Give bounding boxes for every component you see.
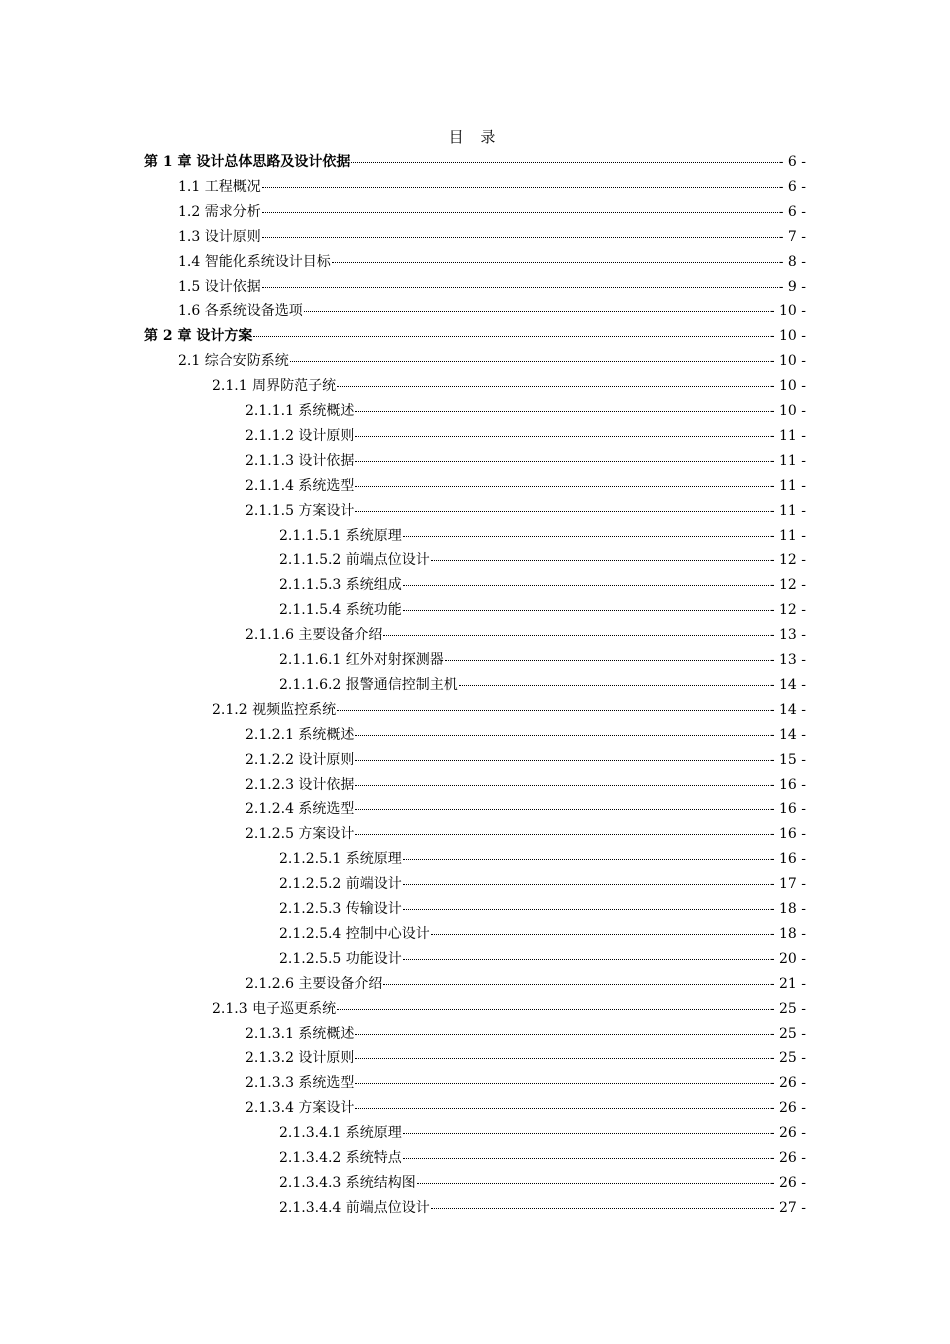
toc-entry[interactable] (212, 698, 806, 722)
toc-entry-page-number: - 10 - (769, 403, 806, 419)
toc-entry-page-number: - 18 - (769, 901, 806, 917)
toc-entry-label: 2.1.3.3 系统选型 (245, 1075, 355, 1092)
toc-entry[interactable] (178, 175, 806, 199)
toc-entry[interactable] (245, 748, 806, 772)
toc-entry-page-number: - 14 - (769, 726, 806, 743)
toc-entry[interactable] (245, 449, 806, 473)
toc-entry[interactable] (245, 424, 806, 448)
toc-entry-page-number: - 10 - (769, 378, 806, 395)
dot-leader (403, 1132, 769, 1134)
toc-entry-label: 2.1.1.5.4 系统功能 (279, 602, 402, 619)
toc-entry-page-number: - 25 - (769, 1000, 806, 1017)
dot-leader (459, 684, 769, 686)
toc-entry[interactable] (178, 250, 806, 274)
toc-entry-page-number: - 11 - (769, 527, 806, 544)
toc-entry[interactable] (279, 872, 806, 896)
toc-entry-label: 2.1.1.4 系统选型 (245, 477, 355, 494)
toc-entry-page-number: - 11 - (769, 452, 806, 469)
toc-entry-label: 2.1.1.2 设计原则 (245, 427, 355, 444)
dot-leader (337, 385, 769, 387)
toc-entry-page-number: - 11 - (769, 502, 806, 519)
toc-entry[interactable] (245, 797, 806, 821)
toc-entry-label: 2.1.2 视频监控系统 (212, 701, 337, 718)
dot-leader (332, 261, 778, 263)
dot-leader (355, 784, 768, 786)
toc-entry-page-number: - 26 - (769, 1174, 806, 1191)
toc-entry[interactable] (245, 723, 806, 747)
toc-entry-page-number: - 17 - (769, 876, 806, 893)
toc-entry-label: 第 1 章 设计总体思路及设计依据 (144, 154, 351, 170)
toc-entry[interactable] (279, 648, 806, 672)
dot-leader (351, 161, 777, 163)
toc-entry[interactable] (245, 972, 806, 996)
dot-leader (337, 1008, 769, 1010)
toc-entry-label: 2.1.3.1 系统概述 (245, 1025, 355, 1042)
toc-entry-page-number: - 25 - (769, 1025, 806, 1042)
toc-entry[interactable] (245, 1071, 806, 1095)
toc-entry-page-number: - 12 - (769, 552, 806, 569)
toc-entry[interactable] (245, 623, 806, 647)
toc-entry-page-number: - 13 - (769, 627, 806, 644)
toc-entry-page-number: - 25 - (769, 1050, 806, 1067)
toc-entry-label: 2.1.1.5.3 系统组成 (279, 577, 402, 594)
toc-entry[interactable] (245, 1046, 806, 1070)
dot-leader (431, 933, 769, 935)
toc-entry-page-number: - 11 - (769, 427, 806, 444)
toc-entry-page-number: - 18 - (769, 925, 806, 942)
dot-leader (355, 1057, 768, 1059)
toc-entry-label: 2.1.3.2 设计原则 (245, 1050, 355, 1067)
toc-entry-page-number: - 11 - (769, 477, 806, 494)
dot-leader (403, 535, 769, 537)
toc-entry[interactable] (245, 822, 806, 846)
toc-entry-page-number: - 21 - (769, 975, 806, 992)
toc-entry-page-number: - 14 - (769, 676, 806, 693)
toc-entry[interactable] (279, 524, 806, 548)
toc-entry[interactable] (144, 324, 806, 348)
toc-entry-page-number: - 15 - (769, 751, 806, 768)
toc-entry-label: 2.1.2.1 系统概述 (245, 726, 355, 743)
toc-entry[interactable] (212, 374, 806, 398)
toc-entry-label: 2.1.2.4 系统选型 (245, 801, 355, 818)
toc-entry[interactable] (178, 200, 806, 224)
toc-title: 目 录 (448, 128, 502, 146)
toc-entry-label: 2.1.2.5 方案设计 (245, 826, 355, 843)
toc-entry-label: 2.1.1.3 设计依据 (245, 452, 355, 469)
toc-entry-label: 2.1 综合安防系统 (178, 353, 289, 370)
dot-leader (355, 510, 768, 512)
toc-entry-label: 1.5 设计依据 (178, 278, 261, 295)
toc-entry[interactable] (279, 922, 806, 946)
toc-entry-page-number: - 20 - (769, 950, 806, 967)
toc-entry-label: 2.1.2.5.3 传输设计 (279, 901, 402, 917)
toc-entry[interactable] (279, 573, 806, 597)
dot-leader (355, 833, 768, 835)
dot-leader (304, 310, 769, 312)
toc-entry-label: 1.3 设计原则 (178, 228, 261, 245)
dot-leader (431, 1207, 769, 1209)
toc-entry[interactable] (245, 1022, 806, 1046)
toc-entry[interactable] (279, 1121, 806, 1145)
dot-leader (383, 983, 768, 985)
toc-entry-label: 2.1.1.1 系统概述 (245, 403, 355, 419)
toc-entry-page-number: - 13 - (769, 652, 806, 668)
toc-entry[interactable] (178, 275, 806, 299)
toc-entry-label: 2.1.2.6 主要设备介绍 (245, 975, 383, 992)
toc-entry-label: 1.1 工程概况 (178, 178, 261, 195)
toc-entry-label: 1.4 智能化系统设计目标 (178, 253, 331, 270)
dot-leader (403, 908, 769, 910)
toc-entry-page-number: - 9 - (778, 278, 806, 295)
toc-entry-label: 2.1.1.6 主要设备介绍 (245, 627, 383, 644)
toc-entry[interactable] (279, 1196, 806, 1220)
toc-entry[interactable] (245, 773, 806, 797)
toc-entry-label: 2.1.3.4 方案设计 (245, 1100, 355, 1117)
toc-entry[interactable] (279, 1171, 806, 1195)
dot-leader (445, 659, 769, 661)
dot-leader (417, 1182, 769, 1184)
toc-entry-label: 第 2 章 设计方案 (144, 328, 253, 345)
toc-entry-page-number: - 7 - (778, 228, 806, 245)
dot-leader (403, 1157, 769, 1159)
dot-leader (355, 759, 768, 761)
dot-leader (403, 883, 769, 885)
toc-entry[interactable] (245, 399, 806, 423)
toc-entry-page-number: - 10 - (769, 328, 806, 345)
toc-entry-label: 2.1.1.5 方案设计 (245, 502, 355, 519)
toc-entry[interactable] (279, 947, 806, 971)
dot-leader (403, 584, 769, 586)
toc-entry-page-number: - 6 - (778, 154, 806, 170)
toc-entry-label: 2.1.3.4.1 系统原理 (279, 1125, 402, 1142)
dot-leader (403, 858, 769, 860)
dot-leader (262, 186, 778, 188)
dot-leader (403, 958, 769, 960)
toc-entry-label: 2.1.3 电子巡更系统 (212, 1000, 337, 1017)
toc-entry[interactable] (178, 225, 806, 249)
toc-entry-page-number: - 14 - (769, 701, 806, 718)
dot-leader (383, 634, 768, 636)
toc-entry-label: 2.1.3.4.3 系统结构图 (279, 1174, 416, 1191)
toc-entry-page-number: - 10 - (769, 353, 806, 370)
dot-leader (253, 335, 768, 337)
toc-entry[interactable] (178, 349, 806, 373)
toc-entry-page-number: - 16 - (769, 801, 806, 818)
toc-entry-label: 2.1.2.5.5 功能设计 (279, 950, 402, 967)
toc-entry-label: 2.1.1.5.2 前端点位设计 (279, 552, 430, 569)
dot-leader (355, 410, 768, 412)
toc-entry-label: 1.2 需求分析 (178, 203, 261, 220)
dot-leader (355, 808, 768, 810)
toc-entry[interactable] (178, 299, 806, 323)
toc-entry-page-number: - 26 - (769, 1100, 806, 1117)
dot-leader (403, 609, 769, 611)
toc-entry-page-number: - 12 - (769, 602, 806, 619)
toc-entry-page-number: - 16 - (769, 851, 806, 868)
toc-entry-label: 2.1.2.5.2 前端设计 (279, 876, 402, 893)
toc-entry-label: 1.6 各系统设备选项 (178, 303, 303, 320)
dot-leader (290, 360, 769, 362)
dot-leader (431, 559, 769, 561)
toc-entry[interactable] (279, 598, 806, 622)
toc-entry-page-number: - 16 - (769, 826, 806, 843)
toc-entry-label: 2.1.2.5.1 系统原理 (279, 851, 402, 868)
toc-entry-label: 2.1.3.4.2 系统特点 (279, 1150, 402, 1166)
toc-entry-label: 2.1.2.2 设计原则 (245, 751, 355, 768)
dot-leader (355, 1107, 768, 1109)
toc-entry-page-number: - 10 - (769, 303, 806, 320)
dot-leader (262, 211, 778, 213)
toc-entry[interactable] (279, 897, 806, 921)
toc-entry-page-number: - 26 - (769, 1075, 806, 1092)
toc-entry-page-number: - 12 - (769, 577, 806, 594)
toc-entry[interactable] (144, 150, 806, 174)
dot-leader (355, 460, 768, 462)
dot-leader (355, 485, 768, 487)
dot-leader (355, 734, 768, 736)
toc-entry-page-number: - 26 - (769, 1150, 806, 1166)
toc-entry-label: 2.1.2.3 设计依据 (245, 776, 355, 793)
toc-entry[interactable] (212, 997, 806, 1021)
dot-leader (262, 286, 778, 288)
toc-entry-label: 2.1.2.5.4 控制中心设计 (279, 925, 430, 942)
toc-entry-label: 2.1.3.4.4 前端点位设计 (279, 1199, 430, 1216)
toc-entry-page-number: - 27 - (769, 1199, 806, 1216)
toc-entry[interactable] (245, 1096, 806, 1120)
toc-entry-page-number: - 6 - (778, 178, 806, 195)
toc-entry-page-number: - 26 - (769, 1125, 806, 1142)
dot-leader (262, 236, 778, 238)
dot-leader (355, 1082, 768, 1084)
dot-leader (355, 1033, 768, 1035)
toc-entry-page-number: - 16 - (769, 776, 806, 793)
toc-entry[interactable] (245, 499, 806, 523)
toc-entry[interactable] (279, 548, 806, 572)
toc-entry-label: 2.1.1.6.2 报警通信控制主机 (279, 676, 458, 693)
dot-leader (355, 435, 768, 437)
toc-entry[interactable] (279, 1146, 806, 1170)
toc-entry-page-number: - 6 - (778, 203, 806, 220)
toc-entry[interactable] (279, 847, 806, 871)
toc-entry-label: 2.1.1.5.1 系统原理 (279, 527, 402, 544)
toc-entry-page-number: - 8 - (778, 253, 806, 270)
toc-entry[interactable] (279, 673, 806, 697)
toc-entry[interactable] (245, 474, 806, 498)
dot-leader (337, 709, 769, 711)
toc-entry-label: 2.1.1 周界防范子统 (212, 378, 337, 395)
toc-entry-label: 2.1.1.6.1 红外对射探测器 (279, 652, 444, 668)
